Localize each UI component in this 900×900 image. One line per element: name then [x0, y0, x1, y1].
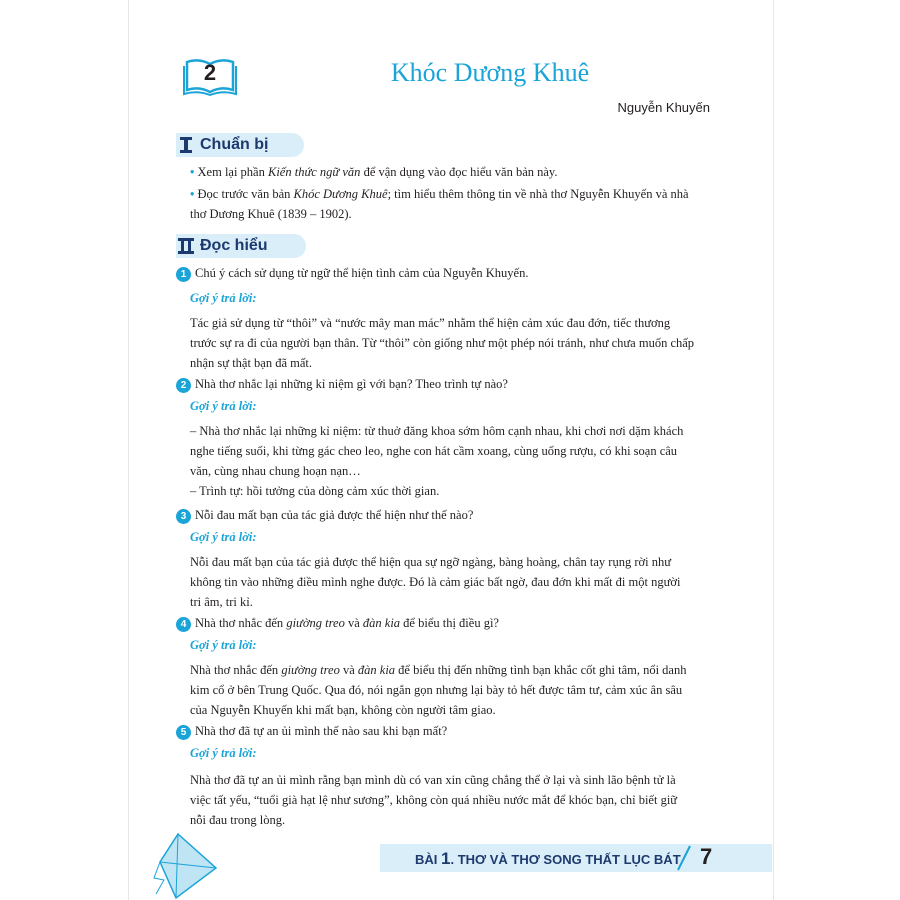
author-name: Nguyễn Khuyến: [617, 100, 710, 115]
answer-line: nghe tiếng suối, khi từng gác cheo leo, nghe con hát cầm xoang, cùng uống rượu, có khi soạn câu: [190, 444, 678, 458]
question-number-badge: 4: [176, 617, 191, 632]
answer-line: Nhà thơ đã tự an ủi mình rằng bạn mình dù có van xin cũng chẳng thể ở lại và sinh lão bệnh tử là: [190, 773, 676, 787]
answer-line: – Trình tự: hồi tưởng của dòng cảm xúc thời gian.: [190, 484, 440, 498]
answer-line: tri âm, tri kỉ.: [190, 595, 253, 609]
answer-line: Nhà thơ nhắc đến giường treo và đàn kia để biểu thị đến những tình bạn khắc cốt ghi tâm, nổi danh: [190, 663, 687, 677]
answer-line: nhận sự thật bạn đã mất.: [190, 356, 313, 370]
question-number-badge: 3: [176, 509, 191, 524]
hint-label: Gợi ý trả lời:: [190, 746, 257, 760]
bullet-icon: •: [190, 165, 195, 179]
page-number: 7: [700, 844, 713, 869]
hint-label: Gợi ý trả lời:: [190, 291, 257, 305]
question-number-badge: 5: [176, 725, 191, 740]
hint-label: Gợi ý trả lời:: [190, 399, 257, 413]
question-4: 4 Nhà thơ nhắc đến giường treo và đàn kia để biểu thị điều gì?: [176, 613, 726, 633]
question-3: 3 Nỗi đau mất bạn của tác giả được thể hiện như thế nào?: [176, 505, 726, 525]
section-heading-reading: [176, 234, 306, 258]
question-1: 1 Chú ý cách sử dụng từ ngữ thể hiện tình cảm của Nguyễn Khuyến.: [176, 263, 726, 283]
footer-slash-divider: [676, 844, 692, 872]
answer-line: – Nhà thơ nhắc lại những kỉ niệm: từ thuở đăng khoa sớm hôm cạnh nhau, khi chơi nơi dặm khách: [190, 424, 684, 438]
question-number-badge: 2: [176, 378, 191, 393]
answer-line: không tin vào những điều mình nghe được. Đó là cảm giác bất ngờ, đau đớn khi mất đi một người: [190, 575, 681, 589]
list-item-continuation: thơ Dương Khuê (1839 – 1902).: [190, 207, 352, 221]
answer-line: việc tất yếu, “tuổi già hạt lệ như sương”, không còn quá nhiều nước mắt để khóc bạn, chỉ biết giữ: [190, 793, 678, 807]
answer-line: Tác giả sử dụng từ “thôi” và “nước mây man mác” nhằm thể hiện cảm xúc đau đớn, tiếc thương: [190, 316, 671, 330]
page-title: Khóc Dương Khuê: [390, 58, 590, 87]
footer-lesson-title: BÀI 1. THƠ VÀ THƠ SONG THẤT LỤC BÁT: [415, 849, 681, 868]
roman-numeral-two-icon: [176, 236, 196, 256]
hint-label: Gợi ý trả lời:: [190, 638, 257, 652]
lesson-number: 2: [203, 60, 217, 85]
hint-label: Gợi ý trả lời:: [190, 530, 257, 544]
answer-line: Nỗi đau mất bạn của tác giả được thể hiện qua sự ngỡ ngàng, bàng hoàng, chân tay rụng rời như: [190, 555, 671, 569]
answer-line: của Nguyễn Khuyến khi mất bạn, không còn người tâm giao.: [190, 703, 496, 717]
answer-line: kim cổ ở bên Trung Quốc. Qua đó, nói ngắn gọn nhưng lại bày tỏ hết được tâm tư, cảm xúc ân sâu: [190, 683, 683, 697]
bullet-icon: •: [190, 187, 195, 201]
question-number-badge: 1: [176, 267, 191, 282]
kite-icon: [150, 828, 230, 900]
roman-numeral-one-icon: [176, 135, 196, 155]
section-heading-text: Đọc hiểu: [200, 237, 268, 254]
list-item: • Xem lại phần Kiến thức ngữ văn để vận dụng vào đọc hiểu văn bản này.: [190, 165, 558, 179]
section-heading-preparation: [176, 133, 304, 157]
question-5: 5 Nhà thơ đã tự an ủi mình thế nào sau khi bạn mất?: [176, 721, 726, 741]
question-2: 2 Nhà thơ nhắc lại những kỉ niệm gì với bạn? Theo trình tự nào?: [176, 374, 726, 394]
answer-line: văn, cùng nhau chung hoạn nạn…: [190, 464, 361, 478]
section-heading-text: Chuẩn bị: [200, 136, 269, 153]
answer-line: nỗi đau trong lòng.: [190, 813, 286, 827]
list-item: • Đọc trước văn bản Khóc Dương Khuê; tìm hiểu thêm thông tin về nhà thơ Nguyễn Khuyến và nhà: [190, 187, 689, 201]
answer-line: trước sự ra đi của người bạn thân. Từ “thôi” còn giống như một phép nói tránh, như chưa muốn chấp: [190, 336, 695, 350]
